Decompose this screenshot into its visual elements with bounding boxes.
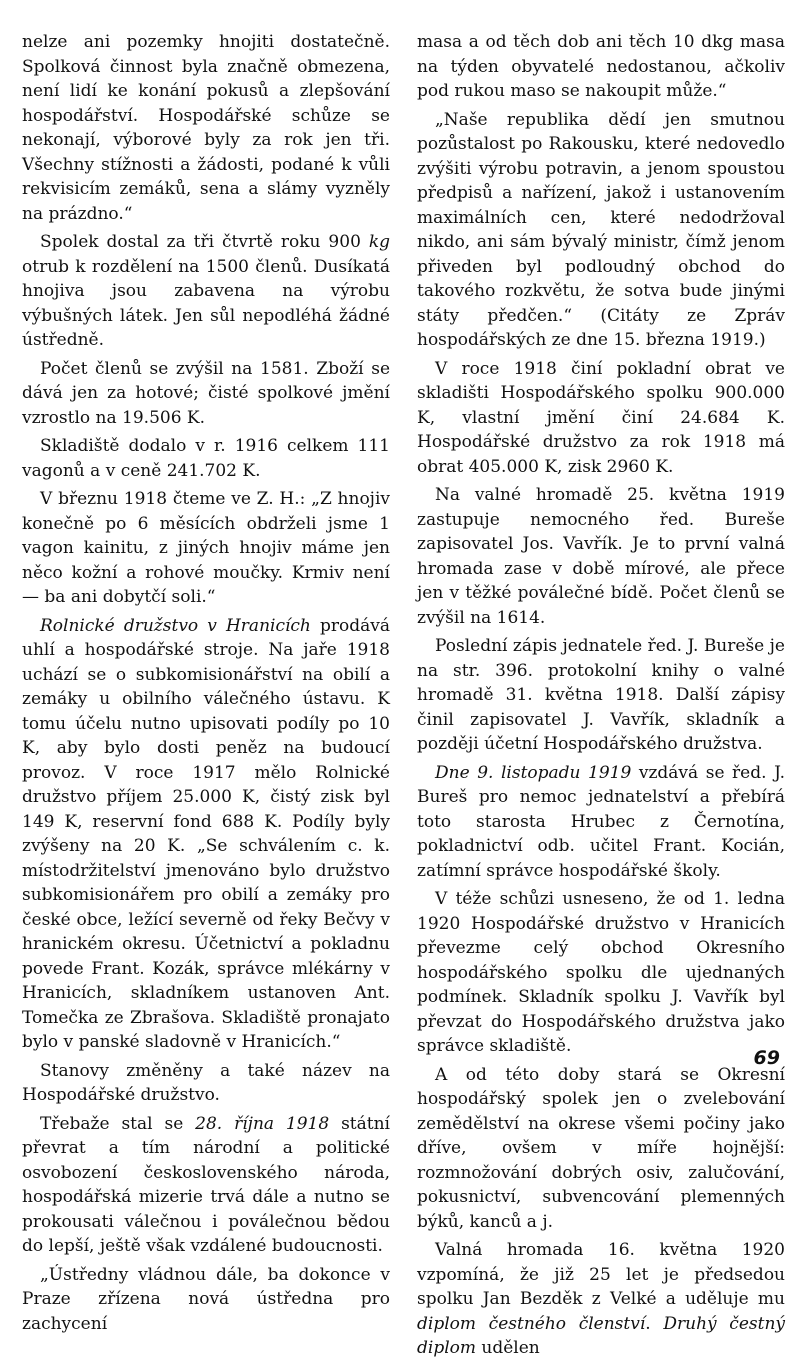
right-column <box>417 30 785 1365</box>
paragraph-text: Počet členů se zvýšil na 1581. Zboží se dává jen za hotové; čisté spolkové jmění vzrostlo na 19.506 K. <box>22 358 390 428</box>
paragraph-text: V téže schůzi usneseno, že od 1. ledna 1920 Hospodářské družstvo v Hranicích převezme celý obchod Okresního hospodářského spolku dle ujednaných podmínek. Skladník spolku J. Vavřík byl převzat do Hospodářského družstva jako správce skladiště. <box>417 889 785 1056</box>
paragraph <box>417 30 785 104</box>
left-column <box>22 30 390 1340</box>
paragraph-text: Stanovy změněny a také název na Hospodářské družstvo. <box>22 1060 390 1105</box>
paragraph-text: otrub k rozdělení na 1500 členů. Dusíkatá hnojiva jsou zabavena na výrobu výbušných látek. Jen sůl nepodléhá žádné ústředně. <box>22 256 390 350</box>
paragraph <box>22 1059 390 1108</box>
paragraph-text: nelze ani pozemky hnojiti dostatečně. Spolková činnost byla značně obmezena, není lidí ke konání pokusů a zlepšování hospodářství. Hospodářské schůze se nekonají, výborové byly za rok jen tři. Všechny stížnosti a žádosti, podané k vůli rekvisicím zemáků, sena a slámy vyzněly na prázdno.“ <box>22 32 390 224</box>
paragraph-text: státní převrat a tím národní a politické osvobození československého národa, hospodářská mizerie trvá dále a nutno se prokousati válečnou i poválečnou bědou do lepší, ještě však vzdálené budoucnosti. <box>22 1113 390 1256</box>
paragraph <box>22 434 390 483</box>
italic-phrase: Rolnické družstvo v Hranicích <box>40 615 311 636</box>
paragraph <box>417 108 785 353</box>
paragraph-text: masa a od těch dob ani těch 10 dkg masa na týden obyvatelé nedostanou, ačkoliv pod rukou maso se nakoupit může.“ <box>417 32 785 101</box>
paragraph-text: . <box>645 1313 664 1334</box>
paragraph-text: Poslední zápis jednatele řed. J. Bureše je na str. 396. protokolní knihy o valné hromadě 31. května 1918. Další zápisy činil zapisovatel J. Vavřík, skladník a později účetní Hospodářského družstva. <box>417 636 785 754</box>
paragraph <box>417 483 785 630</box>
paragraph-text: Skladiště dodalo v r. 1916 celkem 111 vagonů a v ceně 241.702 K. <box>22 436 390 481</box>
paragraph-text: prodává uhlí a hospodářské stroje. Na jaře 1918 uchází se o subkomisionářství na obilí a zemáky u obilního válečného ústavu. K tomu účelu nutno upisovati podíly po 10 K, aby bylo dosti peněz na budoucí provoz. V roce 1917 mělo Rolnické družstvo příjem 25.000 K, čistý zisk byl 149 K, reservní fond 688 K. Podíly byly zvýšeny na 20 K. „Se schválením c. k. místodržitelství jmenováno bylo družstvo subkomisionářem pro obilí a zemáky pro české obce, ležící severně od řeky Bečvy v hranickém okresu. Účetnictví a pokladnu povede Frant. Kozák, správce mlékárny v Hranicích, skladníkem ustanoven Ant. Tomečka ze Zbrašova. Skladiště pronajato bylo v panské sladovně v Hranicích.“ <box>22 615 391 1052</box>
paragraph <box>22 1112 390 1259</box>
page-number: 69 <box>753 1047 780 1069</box>
paragraph <box>22 30 390 226</box>
paragraph-text: „Naše republika dědí jen smutnou pozůstalost po Rakousku, které nedovedlo zvýšiti výrobu potravin, a jenom spoustou předpisů a nařízení, jakož i ustanovením maximálních cen, které nedodržoval nikdo, ani sám bývalý ministr, čímž jenom přiveden byl podloudný obchod do takového rozkvětu, že sotva bude jinými státy předčen.“ (Citáty ze Zpráv hospodářských ze dne 15. března 1919.) <box>417 109 785 350</box>
italic-date: 28. října 1918 <box>195 1113 330 1134</box>
paragraph <box>417 1063 785 1235</box>
paragraph <box>417 634 785 757</box>
paragraph-text: „Ústředny vládnou dále, ba dokonce v Praze zřízena nová ústředna pro zachycení <box>22 1264 390 1334</box>
paragraph <box>417 761 785 884</box>
paragraph-text: Spolek dostal za tři čtvrtě roku 900 <box>40 232 369 252</box>
paragraph-text: vzdává se řed. J. Bureš pro nemoc jednatelství a přebírá toto starosta Hrubec z Černotína, pokladnictví odb. učitel Frant. Kocián, zatímní správce hospodářské školy. <box>417 762 785 881</box>
paragraph-text: Na valné hromadě 25. května 1919 zastupuje nemocného řed. Bureše zapisovatel Jos. Vavřík. Je to první valná hromada zase v době mírové, ale přece jen v těžké poválečné bídě. Počet členů se zvýšil na 1614. <box>417 485 785 628</box>
paragraph <box>417 887 785 1059</box>
italic-phrase: diplom čestného členství <box>417 1313 646 1334</box>
italic-phrase: Druhý čestný diplom <box>417 1313 785 1358</box>
paragraph <box>22 1263 390 1337</box>
paragraph-text: A od této doby stará se Okresní hospodářský spolek jen o zvelebování zemědělství na okrese všemi počiny jako dříve, ovšem v míře hojnější: rozmnožování dobrých osiv, zalučování, pokusnictví, subvencování plemenných býků, kanců a j. <box>417 1064 785 1232</box>
paragraph-text: Valná hromada 16. května 1920 vzpomíná, že již 25 let je předsedou spolku Jan Bezděk z Velké a uděluje mu <box>417 1240 785 1309</box>
paragraph <box>22 357 390 431</box>
italic-date: Dne 9. listopadu 1919 <box>435 762 632 783</box>
paragraph-text: V březnu 1918 čteme ve Z. H.: „Z hnojiv konečně po 6 měsících obdrželi jsme 1 vagon kainitu, z jiných hnojiv máme jen něco kožní a rohové moučky. Krmiv není — ba ani dobytčí soli.“ <box>22 489 390 607</box>
paragraph <box>417 357 785 480</box>
paragraph <box>22 487 390 610</box>
paragraph <box>417 1238 785 1361</box>
unit-italic: kg <box>368 232 390 252</box>
paragraph-text: Třebaže stal se <box>40 1113 196 1134</box>
paragraph-text: V roce 1918 činí pokladní obrat ve skladišti Hospodářského spolku 900.000 K, vlastní jmění činí 24.684 K. Hospodářské družstvo za rok 1918 má obrat 405.000 K, zisk 2960 K. <box>417 358 785 477</box>
paragraph-text: udělen <box>476 1338 540 1358</box>
paragraph <box>22 230 390 353</box>
paragraph <box>22 614 390 1055</box>
